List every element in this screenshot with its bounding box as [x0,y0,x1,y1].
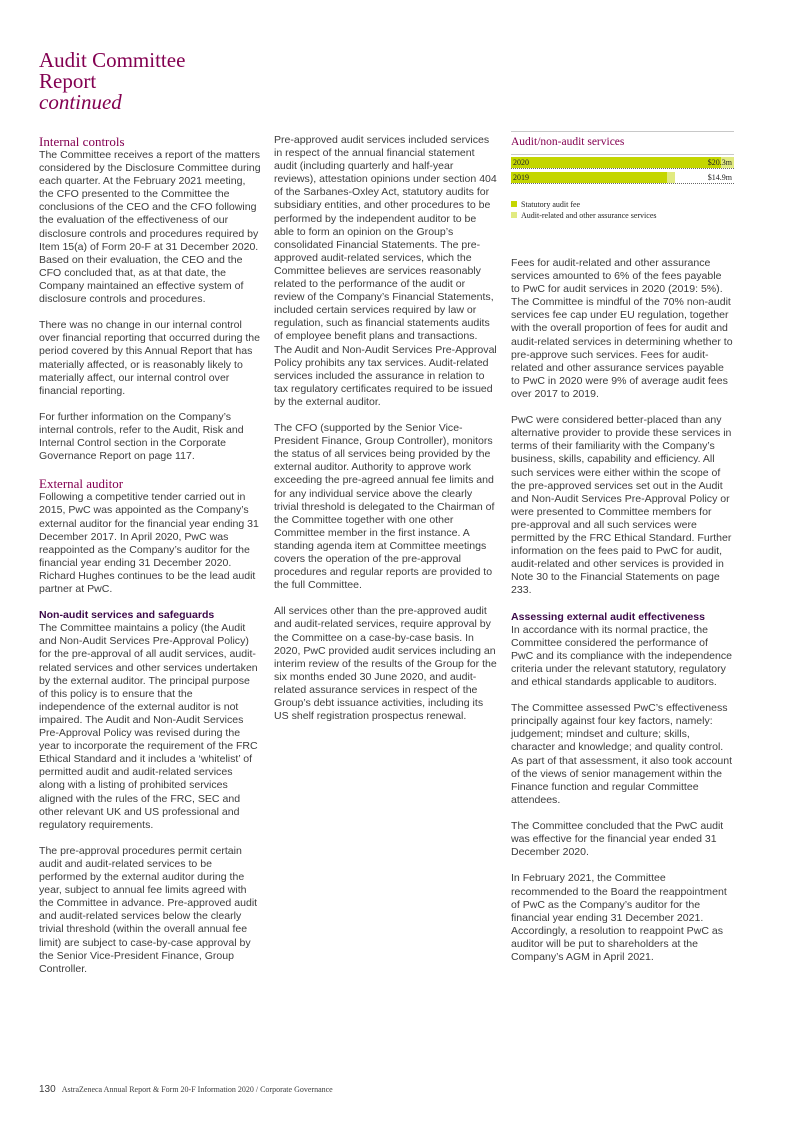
column-1 [39,134,261,989]
chart-title: Audit/non-audit services [511,136,625,148]
legend-item [511,199,734,210]
paragraph: All services other than the pre-approved audit and audit-related services, require approval by the Committee on a case-by-case basis. In 2020, PwC provided audit services including an interim review of the results of the Group for the six months ended 30 June 2020, and audit-related assurance services in respect of the Group’s debt issuance activities, including its US shelf registration prospectus renewal. [274,605,497,723]
bar-row-2019 [511,172,734,184]
paragraph: There was no change in our internal control over financial reporting that occurred during the period covered by this Annual Report that has materially affected, or is reasonably likely to materially affect, our internal control over financial reporting. [39,319,261,397]
page-footer [39,1084,333,1095]
paragraph: Following a competitive tender carried out in 2015, PwC was appointed as the Company’s external auditor for the financial year ending 31 December 2017. In April 2020, PwC was reappointed as the Company’s auditor for the financial year ending 31 December 2020. Richard Hughes continues to be the lead audit partner at PwC. [39,491,259,595]
legend-label: Statutory audit fee [521,200,581,209]
paragraph: In February 2021, the Committee recommended to the Board the reappointment of PwC as the Company’s auditor for the financial year ending 31 December 2021. Accordingly, a resolution to reappoint PwC as auditor will be put to shareholders at the Company’s AGM in April 2021. [511,872,727,963]
subheading-assessing-effectiveness: Assessing external audit effectiveness [511,610,706,623]
subheading-non-audit-services: Non-audit services and safeguards [39,609,215,622]
paragraph: The Committee maintains a policy (the Audit and Non-Audit Services Pre-Approval Policy) for the pre-approval of all audit services, audit-related services and other services undertaken by the external auditor. The principal purpose of this policy is to ensure that the independence of the external auditor is not impaired. The Audit and Non-Audit Services Pre-Approval Policy was revised during the year to incorporate the requirement of the FRC Ethical Standard and it includes a ‘whitelist’ of permitted audit and audit-related services along with a listing of prohibited services aligned with the rules of the FRC, SEC and other relevant UK and US professional and regulatory requirements. [39,622,258,831]
paragraph: The Committee assessed PwC’s effectiveness principally against four key factors, namely: judgement; mindset and culture; skills, character and knowledge; and quality control. As part of that assessment, it also took account of the views of senior management within the Finance function and regular Committee attendees. [511,702,733,806]
column-2 [274,134,498,736]
paragraph: The Committee concluded that the PwC audit was effective for the financial year ended 31 December 2020. [511,820,724,859]
title-continued: continued [39,90,122,114]
page-number: 130 [39,1084,56,1095]
paragraph: The Committee receives a report of the matters considered by the Disclosure Committee during each quarter. At the February 2021 meeting, the CFO presented to the Committee the conclusions of the CEO and the CFO following the evaluation of the effectiveness of our disclosure controls and procedures required by Item 15(a) of Form 20-F at 31 December 2020. Based on their evaluation, the CEO and the CFO concluded that, as at that date, the Company maintained an effective system of disclosure controls and procedures. [39,149,261,306]
column-3 [511,257,733,977]
paragraph: In accordance with its normal practice, the Committee considered the performance of PwC and its compliance with the independence criteria under the relevant statutory, regulatory and ethical standards applicable to auditors. [511,623,733,688]
bar-category-label: 2020 [513,158,529,167]
chart-bars [511,157,734,189]
paragraph: For further information on the Company’s internal controls, refer to the Audit, Risk and Internal Control section in the Corporate Governance Report on page 117. [39,410,244,463]
bar-value-label: $20.3m [707,158,732,167]
chart-legend [511,199,734,221]
chart-top-rule [511,131,734,132]
footer-text: AstraZeneca Annual Report & Form 20-F Information 2020 / Corporate Governance [61,1085,333,1094]
paragraph: Fees for audit-related and other assurance services amounted to 6% of the fees payable to PwC for audit services in 2020 (2019: 5%). The Committee is mindful of the 70% non-audit services fee cap under EU regulation, together with the overall proportion of fees for audit and audit-related services in determining whether to pre-approve such services. Fees for audit-related and other assurance services payable to PwC in 2020 were 9% of average audit fees over 2017 to 2019. [511,257,733,400]
paragraph: PwC were considered better-placed than any alternative provider to provide these services in terms of their familiarity with the Company’s business, skills, capability and efficiency. All such services were either within the scope of the pre-approved services set out in the Audit and Non-Audit Services Pre-Approval Policy or were presented to Committee members for pre-approval and all such services were permitted by the FRC Ethical Standard. Further information on the fees paid to PwC for audit, audit-related and other services is provided in Note 30 to the Financial Statements on page 233. [511,414,732,597]
legend-swatch-statutory [511,201,517,207]
heading-external-auditor: External auditor [39,476,124,492]
bar-row-2020 [511,157,734,169]
paragraph: Pre-approved audit services included services in respect of the annual financial statement audit (including quarterly and half-year reviews), attestation opinions under section 404 of the Sarbanes-Oxley Act, statutory audits for subsidiary entities, and other procedures to be performed by the independent auditor to be able to form an opinion on the Group’s consolidated Financial Statements. The pre-approved audit-related services, which the Committee believes are services reasonably related to the performance of the audit or review of the Company’s Financial Statements, included certain services required by law or regulation, such as financial statements audits of employee benefit plans and transactions. The Audit and Non-Audit Services Pre-Approval Policy prohibits any tax services. Audit-related services included the assurance in relation to tax regulatory certificates required to be issued by the external auditor. [274,134,497,408]
heading-internal-controls: Internal controls [39,134,125,149]
legend-label: Audit-related and other assurance services [521,211,657,220]
page-title [39,50,185,113]
bar-2019-series-1 [667,172,675,183]
title-line-2: Report [39,69,97,93]
bar-value-label: $14.9m [707,173,732,182]
chart-title-rule [511,154,734,155]
paragraph: The CFO (supported by the Senior Vice-President Finance, Group Controller), monitors the status of all services being provided by the external auditor. Authority to approve work exceeding the pre-agreed annual fee limits and for any individual service above the clearly trivial threshold is delegated to the Chairman of the Committee together with one other Committee member in the first instance. A standing agenda item at Committee meetings covers the operation of the pre-approval procedures and regular reports are provided to the full Committee. [274,422,495,592]
title-line-1: Audit Committee [39,48,186,72]
paragraph: The pre-approval procedures permit certain audit and audit-related services to be performed by the external auditor during the year, subject to annual fee limits agreed with the Committee in advance. Pre-approved audit and audit-related services below the clearly trivial threshold (within the overall annual fee limit) are subject to case-by-case approval by the Senior Vice-President Finance, Group Controller. [39,844,258,975]
legend-item [511,210,734,221]
audit-fees-chart [511,131,734,221]
bar-2020-series-0 [511,157,721,168]
bar-category-label: 2019 [513,173,529,182]
bar-2019-series-0 [511,172,667,183]
legend-swatch-audit-related [511,212,517,218]
